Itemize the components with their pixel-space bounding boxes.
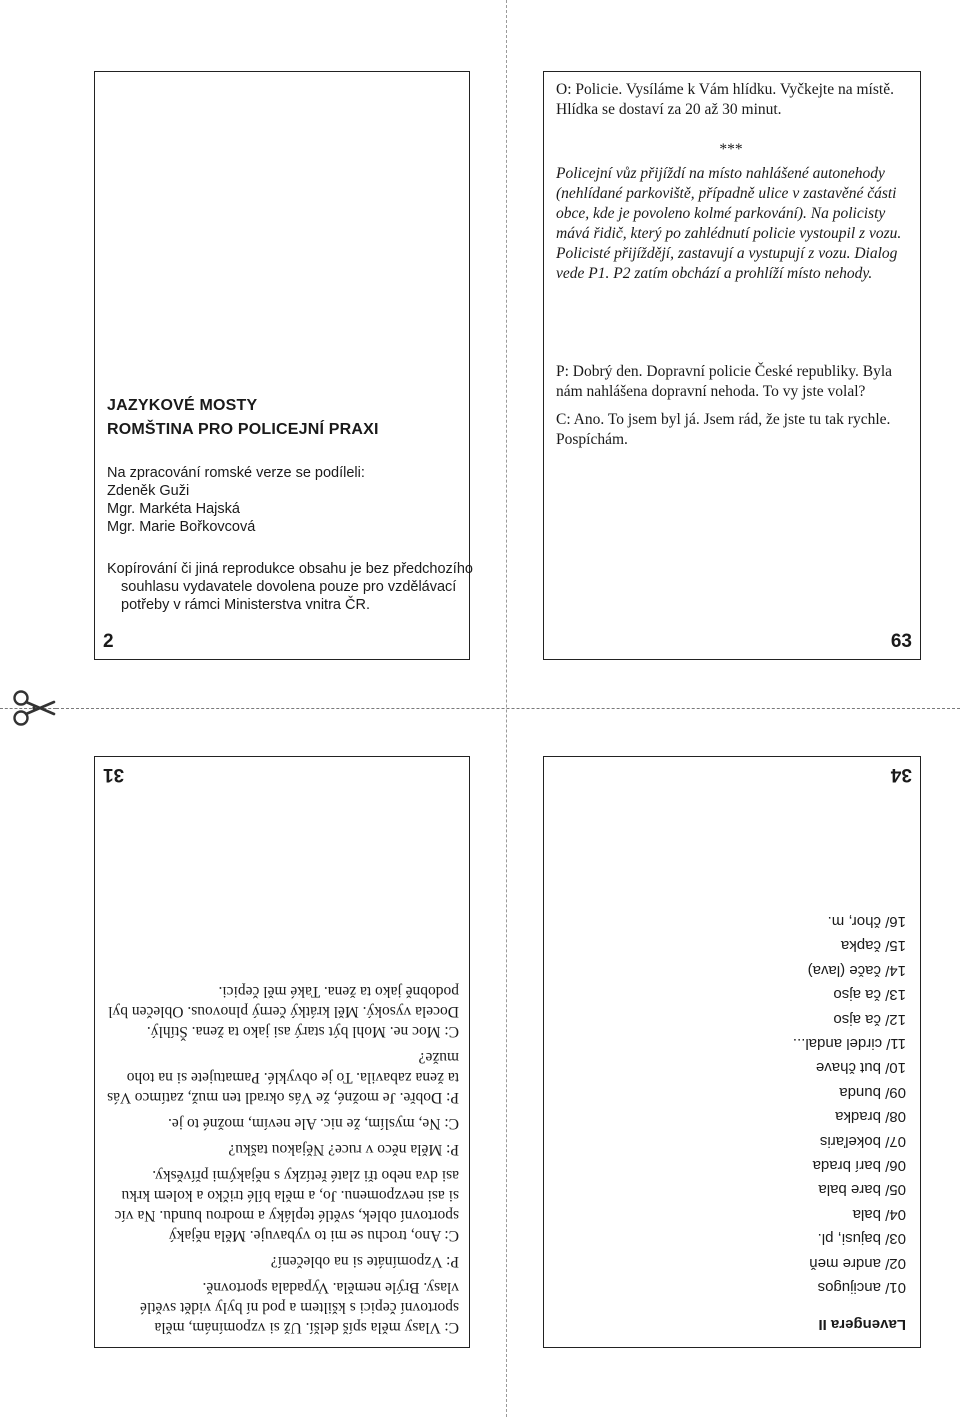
credits-intro: Na zpracování romské verze se podíleli: — [107, 465, 365, 481]
page-panel-34 — [543, 756, 921, 1348]
list-item: 03/ bajusi, pl. — [817, 1230, 906, 1248]
dialog-line: P: Měla něco v ruce? Nějakou tašku? — [228, 1141, 459, 1158]
page-panel-2 — [94, 71, 473, 660]
list-item: 02/ andre meň — [809, 1254, 906, 1272]
dialog-line: C: Moc ne. Mohl být starý asi jako ta žena. Štíhlý. Docela vysoký. Měl krátký černý plnovous. Oblečen byl podobně jako ta žena. Také měl čepici. — [108, 983, 459, 1040]
scissors-icon — [12, 688, 56, 728]
dialog-line: P: Dobře. Je možné, že Vás okradl ten muž, zatímco Vás ta žena zabavila. To je obvyklé. Pamatujete si na toho muže? — [107, 1049, 459, 1106]
list-item: 13/ ča ajso — [833, 986, 906, 1004]
list-item: 11/ cirdel andal... — [792, 1034, 906, 1052]
dialog-line: C: Ano, trochu se mi to vybavuje. Měla nějaký sportovní oblek, světlé tepláky a modrou bundu. Na víc si asi nevzpomenu. Jo, a měla bílé tričko a kolem krku asi dva nebo tři zlaté řetízky s nějakými přívěsky. — [114, 1167, 459, 1244]
copyright-notice: Kopírování či jiná reprodukce obsahu je bez předchozího souhlasu vydavatele dovolena pouze pro vzdělávací potřeby v rámci Ministerstva vnitra ČR. — [107, 561, 473, 613]
list-item: 08/ bradka — [835, 1108, 906, 1126]
dialog-line: C: Ne, myslím, že nic. Ale nevím, možné to je. — [168, 1115, 459, 1132]
list-item: 16/ čhor, m. — [827, 912, 906, 930]
credits-block — [107, 464, 365, 536]
booklet-title — [107, 394, 379, 442]
dialog-line: C: Ano. To jsem byl já. Jsem rád, že jste tu tak rychle. Pospíchám. — [556, 411, 891, 448]
page-panel-31 — [94, 756, 470, 1348]
list-item: 06/ barí brada — [812, 1156, 906, 1174]
credit-name: Mgr. Markéta Hajská — [107, 501, 240, 517]
title-line-2: ROMŠTINA PRO POLICEJNÍ PRAXI — [107, 421, 379, 438]
list-item: 12/ ča ajso — [833, 1010, 906, 1028]
rotated-page-content — [544, 757, 920, 1347]
title-line-1: JAZYKOVÉ MOSTY — [107, 397, 258, 414]
page-panel-63 — [543, 71, 921, 660]
dialog-line: P: Vzpomínáte si na oblečení? — [270, 1253, 459, 1270]
list-item: 09/ bunda — [839, 1083, 906, 1101]
list-item: 14/ čače (lava) — [807, 961, 906, 979]
list-item: 05/ bare bala — [818, 1181, 906, 1199]
section-separator: *** — [719, 141, 743, 158]
vocabulary-list — [793, 909, 906, 1300]
dialog-line: O: Policie. Vysíláme k Vám hlídku. Vyčkejte na místě. Hlídka se dostaví za 20 až 30 minut. — [556, 81, 894, 118]
page-number: 2 — [103, 631, 114, 652]
rotated-page-content — [95, 757, 469, 1347]
dialog-block — [556, 362, 906, 458]
dialog-line: P: Dobrý den. Dopravní policie České republiky. Byla nám nahlášena dopravní nehoda. To vy jste volal? — [556, 363, 893, 400]
page-number: 31 — [103, 764, 125, 785]
horizontal-cut-guide — [56, 708, 960, 709]
dialog-line: C: Vlasy měla spíš delší. Už si vzpomínám, měla sportovní čepici s kšiltem a pod ní byly vidět světlé vlasy. Brýle neměla. Vypadala sportovně. — [140, 1279, 459, 1336]
list-item: 15/ čapka — [840, 937, 906, 955]
vocabulary-title: Lavengera II — [818, 1316, 906, 1333]
list-item: 10/ but čhave — [815, 1059, 906, 1077]
credit-name: Zdeněk Guži — [107, 483, 190, 499]
page-body — [556, 80, 906, 284]
scene-description: Policejní vůz přijíždí na místo nahlášené autonehody (nehlídané parkoviště, případně ulice v zastavěné části obce, kde je povoleno kolmé parkování). Na policisty mává řidič, který po zahlédnutí policie vystoupil z vozu. Policisté přijíždějí, zastavují a vystupují z vozu. Dialog vede P1. P2 zatím obchází a prohlíží místo nehody. — [556, 165, 902, 282]
list-item: 07/ bokeľaris — [819, 1132, 906, 1150]
page-number: 34 — [890, 764, 912, 785]
credit-name: Mgr. Marie Bořkovcová — [107, 519, 256, 535]
list-item: 04/ bala — [852, 1205, 906, 1223]
page-body — [107, 975, 459, 1337]
list-item: 01/ ancijugos — [817, 1279, 906, 1296]
page-number: 63 — [890, 631, 912, 652]
